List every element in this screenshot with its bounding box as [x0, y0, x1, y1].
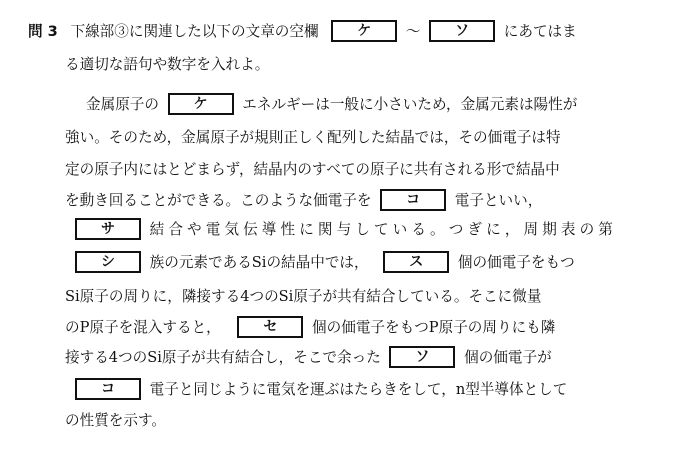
passage-text: 接する4つのSi原子が共有結合し，そこで余った — [65, 349, 381, 366]
blank-box-ke: ケ — [168, 93, 234, 115]
passage-text: 個の価電子をもつP原子の周りにも隣 — [312, 319, 556, 336]
passage-line-10 — [65, 313, 555, 343]
passage-line-11 — [65, 343, 552, 373]
question-number: 問 3 — [28, 23, 58, 40]
blank-box-ko: コ — [75, 378, 141, 400]
passage-text: 電子といい， — [454, 192, 543, 209]
passage-text: 結合や電気伝導性に関与している。つぎに，周期表の第 — [149, 221, 617, 238]
passage-text: のP原子を混入すると， — [65, 319, 221, 336]
tilde: ～ — [405, 23, 421, 40]
blank-box-su: ス — [383, 251, 449, 273]
passage-line-9 — [65, 282, 541, 312]
passage-text: 個の価電子をもつ — [457, 254, 575, 271]
passage-text: 定の原子内にはとどまらず，結晶内のすべての原子に共有される形で結晶中 — [65, 161, 560, 178]
passage-line-4 — [65, 123, 561, 153]
passage-text: 個の価電子が — [464, 349, 552, 366]
passage-text: エネルギーは一般に小さいため，金属元素は陽性が — [242, 96, 578, 113]
blank-box-so: ソ — [389, 346, 455, 368]
passage-text: Si原子の周りに，隣接する4つのSi原子が共有結合している。そこに微量 — [65, 288, 542, 305]
question-line-1 — [28, 17, 577, 47]
passage-text: 族の元素であるSiの結晶中では， — [149, 254, 369, 271]
question-line-2 — [65, 50, 269, 80]
blank-box-sa: サ — [75, 218, 141, 240]
passage-line-5 — [65, 155, 560, 185]
blank-box-so: ソ — [429, 20, 495, 42]
passage-text: 金属原子の — [86, 96, 159, 113]
passage-text: 電子と同じように電気を運ぶはたらきをして，n型半導体として — [149, 381, 568, 398]
blank-box-ke: ケ — [331, 20, 397, 42]
passage-line-3 — [86, 90, 577, 120]
question-text-cont: る適切な語句や数字を入れよ。 — [65, 56, 270, 73]
passage-line-6 — [65, 186, 542, 216]
blank-box-shi: シ — [75, 251, 141, 273]
blank-box-se: セ — [237, 316, 303, 338]
passage-line-12 — [75, 375, 567, 405]
passage-line-7 — [75, 215, 617, 245]
passage-line-13 — [65, 406, 166, 436]
passage-text: 強い。そのため，金属原子が規則正しく配列した結晶では，その価電子は特 — [65, 129, 561, 146]
question-text-end: にあてはま — [503, 23, 577, 40]
blank-box-ko: コ — [380, 189, 446, 211]
passage-text: を動き回ることができる。このような価電子を — [65, 192, 372, 209]
question-text: 下線部③に関連した以下の文章の空欄 — [70, 23, 319, 40]
passage-line-8 — [75, 248, 575, 278]
passage-text: の性質を示す。 — [65, 412, 166, 429]
